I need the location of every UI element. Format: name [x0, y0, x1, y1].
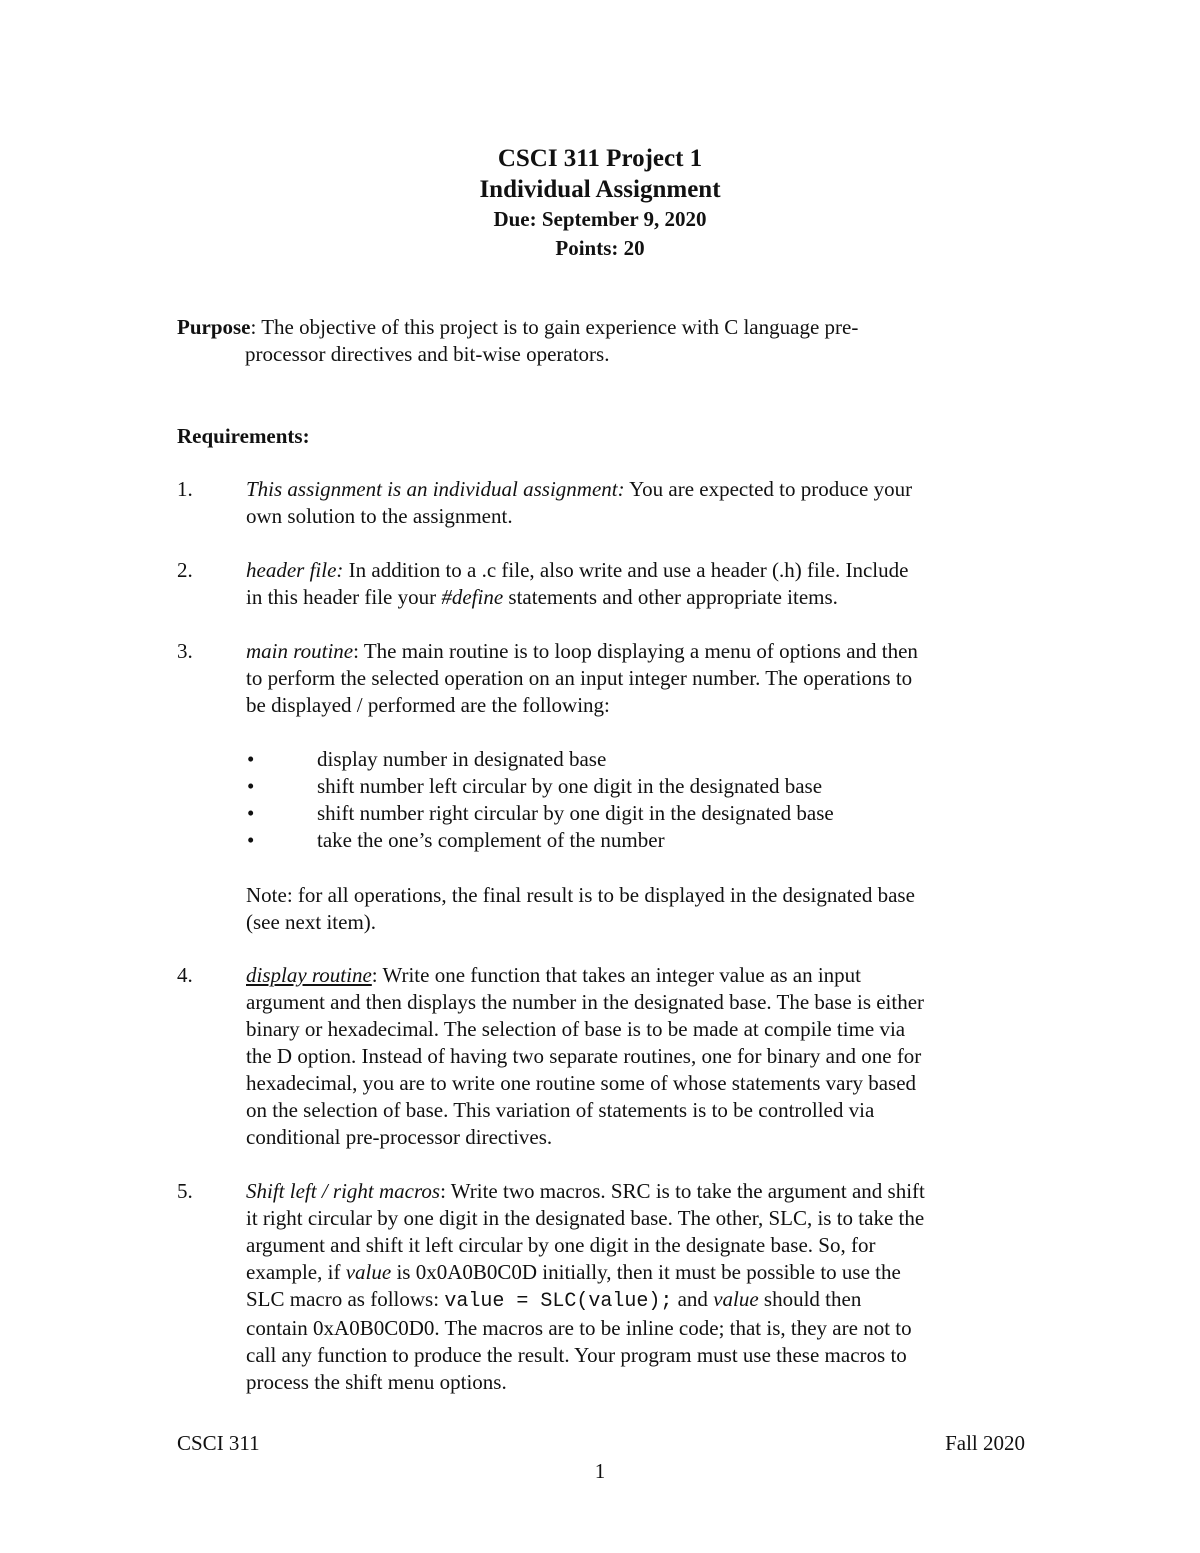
- code-snippet: value = SLC(value);: [444, 1290, 673, 1313]
- list-item-text: shift number right circular by one digit in the designated base: [317, 801, 834, 825]
- list-item-text: display number in designated base: [317, 747, 607, 771]
- item-lead: Shift left / right macros: [246, 1179, 441, 1203]
- item-text: call any function to produce the result. Your program must use these macros to: [246, 1343, 907, 1367]
- bullet-icon: •: [247, 828, 255, 852]
- item-text: hexadecimal, you are to write one routine some of whose statements vary based: [246, 1071, 917, 1095]
- note-line: (see next item).: [246, 910, 377, 934]
- list-item-text: shift number left circular by one digit in the designated base: [317, 774, 823, 798]
- item-text: it right circular by one digit in the designated base. The other, SLC, is to take the: [246, 1206, 925, 1230]
- item-text: argument and shift it left circular by one digit in the designate base. So, for: [246, 1233, 876, 1257]
- item-text: process the shift menu options.: [246, 1370, 507, 1394]
- item-text: is 0x0A0B0C0D initially, then it must be possible to use the: [391, 1260, 901, 1284]
- list-item: [247, 827, 1007, 854]
- item-number: 2.: [177, 558, 193, 582]
- item-text: contain 0xA0B0C0D0. The macros are to be inline code; that is, they are not to: [246, 1316, 912, 1340]
- project-title: CSCI 311 Project 1: [497, 145, 703, 172]
- requirements-heading: Requirements:: [177, 424, 310, 448]
- item-text: In addition to a .c file, also write and use a header (.h) file. Include: [343, 558, 909, 582]
- item-number: 3.: [177, 639, 193, 663]
- due-date: Due: September 9, 2020: [493, 207, 707, 231]
- item-number: 1.: [177, 477, 193, 501]
- item-lead: display routine: [246, 963, 372, 987]
- item-number: 5.: [177, 1179, 193, 1203]
- item-text: statements and other appropriate items.: [503, 585, 838, 609]
- item-text: to perform the selected operation on an input integer number. The operations to: [246, 666, 913, 690]
- item-text: binary or hexadecimal. The selection of base is to be made at compile time via: [246, 1017, 906, 1041]
- item-text: in this header file your: [246, 585, 442, 609]
- item-text: argument and then displays the number in the designated base. The base is either: [246, 990, 925, 1014]
- title-block: [0, 143, 1200, 263]
- item-lead: main routine: [246, 639, 354, 663]
- purpose-text-line1: : The objective of this project is to gain experience with C language pre-: [250, 315, 859, 339]
- item-text: on the selection of base. This variation of statements is to be controlled via: [246, 1098, 875, 1122]
- bullet-icon: •: [247, 747, 255, 771]
- item-text: be displayed / performed are the following:: [246, 693, 610, 717]
- purpose-label: Purpose: [177, 315, 251, 339]
- item-lead: header file:: [246, 558, 344, 582]
- operations-note: [246, 882, 1036, 936]
- points: Points: 20: [555, 236, 645, 260]
- footer-course: CSCI 311: [177, 1431, 260, 1455]
- bullet-icon: •: [247, 774, 255, 798]
- purpose-text-line2: processor directives and bit-wise operators.: [245, 342, 610, 366]
- item-text: own solution to the assignment.: [246, 504, 513, 528]
- list-item-text: take the one’s complement of the number: [317, 828, 665, 852]
- item-text: conditional pre-processor directives.: [246, 1125, 553, 1149]
- list-item: [247, 746, 1007, 773]
- note-line: Note: for all operations, the final result is to be displayed in the designated base: [246, 883, 915, 907]
- item-text: example, if: [246, 1260, 346, 1284]
- variable-name: value: [345, 1260, 392, 1284]
- page-number: 1: [594, 1459, 606, 1483]
- list-item: [247, 773, 1007, 800]
- bullet-icon: •: [247, 801, 255, 825]
- item-text: should then: [758, 1287, 862, 1311]
- variable-name: value: [713, 1287, 759, 1311]
- purpose-paragraph: [177, 314, 1017, 368]
- item-lead: This assignment is an individual assignment:: [246, 477, 625, 501]
- item-number: 4.: [177, 963, 193, 987]
- item-text: SLC macro as follows:: [246, 1287, 445, 1311]
- item-text: : Write one function that takes an integer value as an input: [371, 963, 861, 987]
- list-item: [247, 800, 1007, 827]
- define-keyword: #define: [441, 585, 504, 609]
- item-text: : The main routine is to loop displaying a menu of options and then: [353, 639, 918, 663]
- operations-list: [247, 746, 1007, 854]
- item-text: : Write two macros. SRC is to take the argument and shift: [440, 1179, 925, 1203]
- item-text: the D option. Instead of having two separate routines, one for binary and one for: [246, 1044, 922, 1068]
- item-text: and: [672, 1287, 714, 1311]
- assignment-type: Individual Assignment: [479, 176, 721, 203]
- footer-term: Fall 2020: [945, 1431, 1025, 1455]
- item-text: You are expected to produce your: [624, 477, 913, 501]
